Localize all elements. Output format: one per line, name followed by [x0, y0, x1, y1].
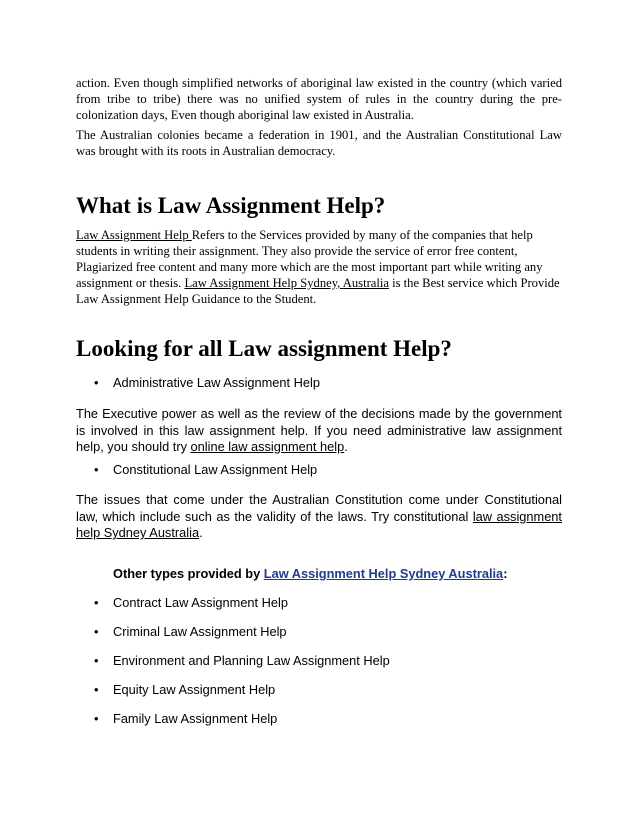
list-item-label: Contract Law Assignment Help	[113, 595, 288, 610]
paragraph-federation: The Australian colonies became a federation in 1901, and the Australian Constitutional Law was brought with its roots in Australian democracy.	[76, 128, 562, 158]
list-item	[94, 711, 277, 727]
list-item-label: Constitutional Law Assignment Help	[113, 462, 318, 477]
paragraph-text: Refers to the Services provided by many of the companies that help students in writing their assignment. They also provide the service of error free content, Plagiarized free content and many more which are the most important part while writing any assignment or thesis.	[76, 228, 543, 290]
list-item	[94, 624, 287, 640]
bullet-icon: •	[94, 624, 99, 639]
paragraph-law-assignment-help	[76, 227, 566, 307]
list-item	[94, 653, 390, 669]
other-types-suffix: :	[503, 566, 508, 581]
paragraph-text: The Executive power as well as the review of the decisions made by the government is involved in this law assignment help. If you need administrative law assignment help, you should try	[76, 406, 562, 454]
paragraph-administrative-law	[76, 406, 562, 456]
bullet-icon: •	[94, 682, 99, 697]
list-item-label: Family Law Assignment Help	[113, 711, 278, 726]
list-item	[94, 682, 275, 698]
law-assignment-help-sydney-australia-link[interactable]: law assignment help Sydney Australia	[76, 508, 562, 540]
law-assignment-help-link[interactable]: Law Assignment Help	[76, 228, 192, 242]
heading-what-is-law-assignment-help: What is Law Assignment Help?	[76, 193, 386, 218]
bullet-icon: •	[94, 711, 99, 726]
law-assignment-help-sydney-australia-link[interactable]: Law Assignment Help Sydney Australia	[263, 566, 504, 581]
paragraph-text: is the Best service which Provide Law Assignment Help Guidance to the Student.	[76, 276, 560, 306]
other-types-heading	[113, 566, 507, 582]
paragraph-constitutional-law	[76, 492, 562, 542]
bullet-icon: •	[94, 653, 99, 668]
bullet-icon: •	[94, 595, 99, 610]
paragraph-text: The issues that come under the Australian Constitution come under Constitutional law, which include such as the validity of the laws. Try constitutional	[76, 492, 562, 524]
paragraph-aboriginal-law: action. Even though simplified networks of aboriginal law existed in the country (which varied from tribe to tribe) there was no unified system of rules in the country during the pre-colonization days, Even though aboriginal law existed in Australia.	[76, 76, 562, 122]
other-types-prefix: Other types provided by	[113, 566, 264, 581]
online-law-assignment-help-link[interactable]: online law assignment help	[190, 439, 345, 454]
list-item-label: Criminal Law Assignment Help	[113, 624, 287, 639]
bullet-icon: •	[94, 462, 99, 477]
paragraph-text: .	[344, 439, 348, 454]
list-item-label: Equity Law Assignment Help	[113, 682, 276, 697]
paragraph-text: .	[199, 525, 203, 540]
list-item-label: Administrative Law Assignment Help	[113, 375, 320, 390]
list-item	[94, 462, 317, 478]
heading-looking-for-law-help: Looking for all Law assignment Help?	[76, 336, 452, 361]
law-assignment-help-sydney-link[interactable]: Law Assignment Help Sydney, Australia	[184, 276, 389, 290]
list-item	[94, 595, 288, 611]
list-item-label: Environment and Planning Law Assignment Help	[113, 653, 390, 668]
list-item	[94, 375, 320, 391]
bullet-icon: •	[94, 375, 99, 390]
